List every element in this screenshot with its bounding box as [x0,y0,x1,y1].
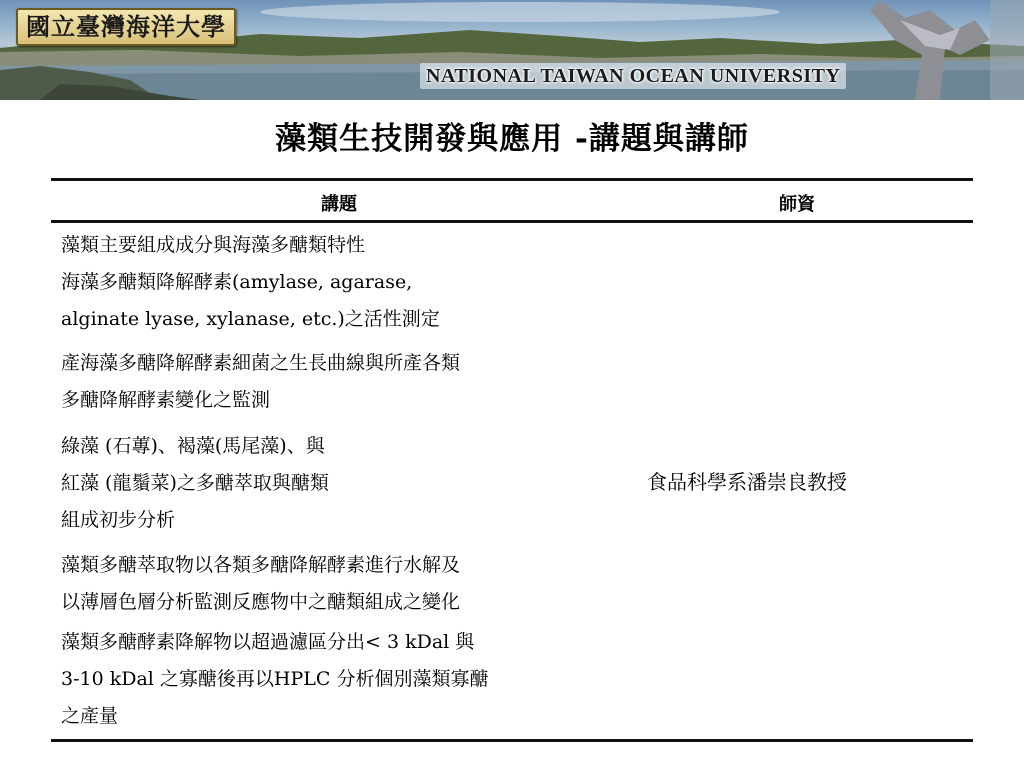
topic-line: 海藻多醣類降解酵素(amylase, agarase, [61,271,413,293]
topic-line: 多醣降解酵素變化之監測 [61,389,271,411]
university-logo-text: 國立臺灣海洋大學 [16,8,236,46]
table-row [61,227,621,338]
header-banner [0,0,1024,100]
topic-line: 藻類多醣酵素降解物以超過濾區分出< 3 kDal 與 [61,631,475,653]
topic-line: 藻類多醣萃取物以各類多醣降解酵素進行水解及 [61,554,461,576]
topic-line: alginate lyase, xylanase, etc.)之活性測定 [61,308,440,330]
table-row [61,624,621,735]
header-teacher: 師資 [779,194,815,215]
page-title: 藻類生技開發與應用 -講題與講師 [275,121,749,157]
table-header-row [51,181,973,223]
topic-line: 之產量 [61,705,119,727]
header-topic: 講題 [321,194,357,215]
teacher-name: 食品科學系潘崇良教授 [647,470,847,494]
table-row [61,345,621,419]
topic-line: 組成初步分析 [61,509,176,531]
topic-line: 產海藻多醣降解酵素細菌之生長曲線與所產各類 [61,352,461,374]
topic-line: 3-10 kDal 之寡醣後再以HPLC 分析個別藻類寡醣 [61,668,489,690]
topic-line: 紅藻 (龍鬚菜)之多醣萃取與醣類 [61,472,329,494]
topic-line: 藻類主要組成成分與海藻多醣類特性 [61,234,366,256]
university-name: NATIONAL TAIWAN OCEAN UNIVERSITY [420,63,846,89]
topic-line: 以薄層色層分析監測反應物中之醣類組成之變化 [61,591,461,613]
topic-line: 綠藻 (石蓴)、褐藻(馬尾藻)、與 [61,435,325,457]
topics-table [51,178,973,742]
table-row [61,428,621,539]
table-row [61,547,621,621]
